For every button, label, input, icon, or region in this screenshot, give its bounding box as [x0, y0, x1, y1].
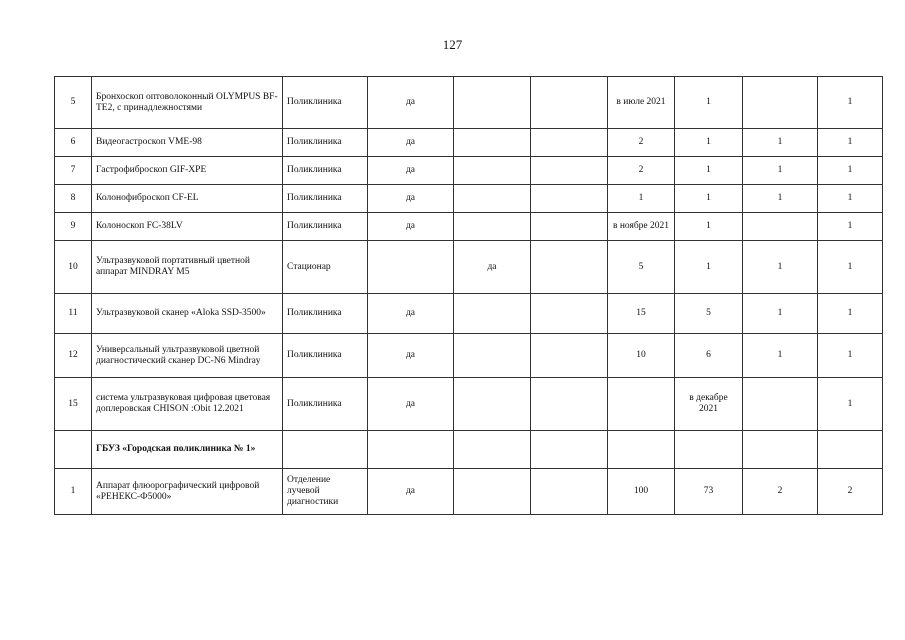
- table-row: [55, 213, 883, 241]
- cell-col-9: [818, 431, 883, 469]
- cell-col-5: [531, 431, 608, 469]
- cell-col-8: 1: [743, 294, 818, 334]
- cell-department: [283, 431, 368, 469]
- cell-col-3: да: [368, 469, 454, 515]
- cell-row-number: 15: [55, 378, 92, 431]
- cell-col-5: [531, 334, 608, 378]
- table-row: [55, 469, 883, 515]
- cell-col-5: [531, 129, 608, 157]
- cell-col-3: да: [368, 77, 454, 129]
- cell-col-3: да: [368, 294, 454, 334]
- cell-col-6: [608, 431, 675, 469]
- cell-col-6: 1: [608, 185, 675, 213]
- cell-col-8: 2: [743, 469, 818, 515]
- cell-department: Поликлиника: [283, 294, 368, 334]
- cell-col-9: 1: [818, 77, 883, 129]
- cell-department: Поликлиника: [283, 129, 368, 157]
- cell-col-8: 1: [743, 334, 818, 378]
- table-row: [55, 241, 883, 294]
- cell-col-4: [454, 469, 531, 515]
- cell-department: Поликлиника: [283, 378, 368, 431]
- cell-col-6: 2: [608, 129, 675, 157]
- cell-row-number: 5: [55, 77, 92, 129]
- cell-col-7: в декабре 2021: [675, 378, 743, 431]
- cell-col-6: в ноябре 2021: [608, 213, 675, 241]
- cell-department: Поликлиника: [283, 185, 368, 213]
- table-row: [55, 185, 883, 213]
- cell-col-6: 15: [608, 294, 675, 334]
- cell-col-6: 100: [608, 469, 675, 515]
- page-number: 127: [442, 37, 463, 52]
- cell-col-3: [368, 431, 454, 469]
- cell-col-5: [531, 241, 608, 294]
- cell-col-7: 1: [675, 77, 743, 129]
- section-header-row: [55, 431, 883, 469]
- cell-equipment-name: Аппарат флюорографический цифровой «РЕНЕКС-Ф5000»: [92, 469, 283, 515]
- table-row: [55, 157, 883, 185]
- cell-col-6: 10: [608, 334, 675, 378]
- cell-col-4: [454, 213, 531, 241]
- cell-col-9: 1: [818, 129, 883, 157]
- cell-col-4: [454, 431, 531, 469]
- cell-equipment-name: система ультразвуковая цифровая цветовая доплеровская CHISON :Obit 12.2021: [92, 378, 283, 431]
- equipment-table: [54, 76, 883, 515]
- cell-department: Отделение лучевой диагностики: [283, 469, 368, 515]
- cell-department: Поликлиника: [283, 213, 368, 241]
- cell-col-8: [743, 213, 818, 241]
- cell-col-9: 1: [818, 294, 883, 334]
- cell-col-7: 6: [675, 334, 743, 378]
- cell-row-number: [55, 431, 92, 469]
- cell-equipment-name: Бронхоскоп оптоволоконный OLYMPUS BF-TE2, с принадлежностями: [92, 77, 283, 129]
- cell-col-4: [454, 129, 531, 157]
- cell-col-9: 1: [818, 157, 883, 185]
- cell-col-8: [743, 378, 818, 431]
- cell-col-3: да: [368, 129, 454, 157]
- cell-col-9: 1: [818, 334, 883, 378]
- cell-col-5: [531, 469, 608, 515]
- cell-col-5: [531, 185, 608, 213]
- cell-equipment-name: Колонофиброскоп CF-EL: [92, 185, 283, 213]
- cell-col-8: 1: [743, 241, 818, 294]
- cell-col-7: 1: [675, 185, 743, 213]
- cell-col-5: [531, 213, 608, 241]
- cell-col-3: да: [368, 213, 454, 241]
- cell-row-number: 1: [55, 469, 92, 515]
- cell-col-6: [608, 378, 675, 431]
- cell-col-9: 1: [818, 241, 883, 294]
- cell-equipment-name: Колоноскоп FC-38LV: [92, 213, 283, 241]
- cell-department: Стационар: [283, 241, 368, 294]
- cell-col-9: 1: [818, 185, 883, 213]
- cell-equipment-name: Ультразвуковой портативный цветной аппарат MINDRAY M5: [92, 241, 283, 294]
- table-row: [55, 378, 883, 431]
- cell-col-5: [531, 294, 608, 334]
- cell-col-4: [454, 294, 531, 334]
- table-row: [55, 334, 883, 378]
- cell-col-9: 1: [818, 213, 883, 241]
- cell-col-3: да: [368, 157, 454, 185]
- cell-col-7: 1: [675, 157, 743, 185]
- cell-col-8: 1: [743, 185, 818, 213]
- cell-col-3: [368, 241, 454, 294]
- cell-row-number: 12: [55, 334, 92, 378]
- cell-col-7: 1: [675, 213, 743, 241]
- cell-col-7: 1: [675, 241, 743, 294]
- cell-col-5: [531, 157, 608, 185]
- cell-col-7: 5: [675, 294, 743, 334]
- cell-equipment-name: Универсальный ультразвуковой цветной диагностический сканер DC-N6 Mindray: [92, 334, 283, 378]
- cell-department: Поликлиника: [283, 157, 368, 185]
- cell-department: Поликлиника: [283, 77, 368, 129]
- cell-col-4: [454, 157, 531, 185]
- cell-col-4: [454, 334, 531, 378]
- cell-col-5: [531, 378, 608, 431]
- cell-col-8: [743, 431, 818, 469]
- cell-col-3: да: [368, 334, 454, 378]
- cell-col-8: 1: [743, 157, 818, 185]
- cell-col-7: [675, 431, 743, 469]
- cell-row-number: 10: [55, 241, 92, 294]
- cell-equipment-name: Ультразвуковой сканер «Aloka SSD-3500»: [92, 294, 283, 334]
- cell-equipment-name: Видеогастроскоп VME-98: [92, 129, 283, 157]
- cell-row-number: 9: [55, 213, 92, 241]
- cell-col-4: [454, 378, 531, 431]
- table-row: [55, 129, 883, 157]
- cell-department: Поликлиника: [283, 334, 368, 378]
- cell-col-9: 1: [818, 378, 883, 431]
- cell-col-6: в июле 2021: [608, 77, 675, 129]
- cell-col-7: 1: [675, 129, 743, 157]
- cell-col-7: 73: [675, 469, 743, 515]
- cell-col-4: [454, 185, 531, 213]
- cell-col-9: 2: [818, 469, 883, 515]
- cell-col-8: [743, 77, 818, 129]
- cell-col-4: [454, 77, 531, 129]
- cell-row-number: 6: [55, 129, 92, 157]
- cell-row-number: 8: [55, 185, 92, 213]
- cell-equipment-name: ГБУЗ «Городская поликлиника № 1»: [92, 431, 283, 469]
- cell-col-5: [531, 77, 608, 129]
- cell-col-3: да: [368, 185, 454, 213]
- table-row: [55, 294, 883, 334]
- cell-col-3: да: [368, 378, 454, 431]
- cell-col-6: 2: [608, 157, 675, 185]
- cell-row-number: 7: [55, 157, 92, 185]
- table-row: [55, 77, 883, 129]
- cell-col-6: 5: [608, 241, 675, 294]
- cell-col-8: 1: [743, 129, 818, 157]
- cell-col-4: да: [454, 241, 531, 294]
- cell-row-number: 11: [55, 294, 92, 334]
- cell-equipment-name: Гастрофиброскоп GIF-XPE: [92, 157, 283, 185]
